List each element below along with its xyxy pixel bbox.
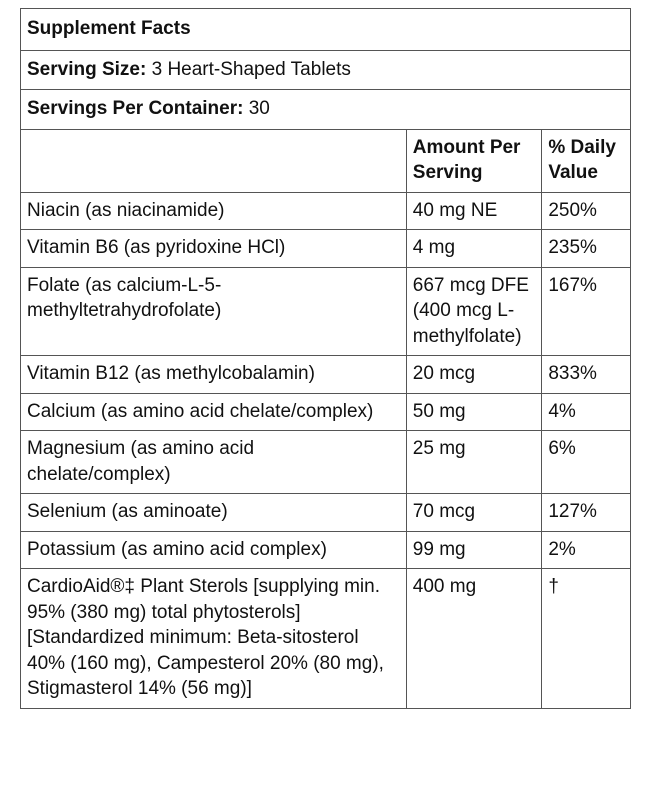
servings-per-container-row xyxy=(21,90,631,130)
table-row xyxy=(21,531,631,569)
table-row xyxy=(21,494,631,532)
nutrient-daily-value: 4% xyxy=(542,393,631,431)
nutrient-amount: 50 mg xyxy=(406,393,542,431)
table-row xyxy=(21,356,631,394)
nutrient-daily-value: † xyxy=(542,569,631,709)
nutrient-daily-value: 250% xyxy=(542,192,631,230)
table-row xyxy=(21,267,631,356)
nutrient-amount: 70 mcg xyxy=(406,494,542,532)
table-row xyxy=(21,393,631,431)
nutrient-amount: 20 mcg xyxy=(406,356,542,394)
nutrient-daily-value: 833% xyxy=(542,356,631,394)
nutrient-daily-value: 2% xyxy=(542,531,631,569)
serving-size-row xyxy=(21,50,631,90)
nutrient-name: Magnesium (as amino acid chelate/complex) xyxy=(21,431,407,494)
nutrient-amount: 99 mg xyxy=(406,531,542,569)
nutrient-amount: 400 mg xyxy=(406,569,542,709)
table-row xyxy=(21,569,631,709)
nutrient-name: CardioAid®‡ Plant Sterols [supplying min. 95% (380 mg) total phytosterols] [Standardized minimum: Beta-sitosterol 40% (160 mg), Campesterol 20% (80 mg), Stigmasterol 14% (56 mg)] xyxy=(21,569,407,709)
serving-size xyxy=(21,50,631,90)
nutrient-amount: 25 mg xyxy=(406,431,542,494)
table-row xyxy=(21,192,631,230)
nutrient-amount: 4 mg xyxy=(406,230,542,268)
nutrient-name: Vitamin B6 (as pyridoxine HCl) xyxy=(21,230,407,268)
nutrient-amount: 40 mg NE xyxy=(406,192,542,230)
nutrient-name: Folate (as calcium-L-5-methyltetrahydrofolate) xyxy=(21,267,407,356)
nutrient-name: Selenium (as aminoate) xyxy=(21,494,407,532)
nutrient-name: Vitamin B12 (as methylcobalamin) xyxy=(21,356,407,394)
supplement-facts-table xyxy=(20,8,631,709)
nutrient-daily-value: 167% xyxy=(542,267,631,356)
servings-per-container-label: Servings Per Container: xyxy=(27,98,244,119)
nutrient-daily-value: 235% xyxy=(542,230,631,268)
nutrient-daily-value: 6% xyxy=(542,431,631,494)
facts-title: Supplement Facts xyxy=(21,9,631,51)
nutrient-amount: 667 mcg DFE (400 mcg L-methylfolate) xyxy=(406,267,542,356)
nutrient-name: Niacin (as niacinamide) xyxy=(21,192,407,230)
header-row xyxy=(21,129,631,192)
servings-per-container xyxy=(21,90,631,130)
nutrient-daily-value: 127% xyxy=(542,494,631,532)
serving-size-label: Serving Size: xyxy=(27,58,147,80)
table-row xyxy=(21,230,631,268)
header-daily-value: % Daily Value xyxy=(542,129,631,192)
nutrient-name: Potassium (as amino acid complex) xyxy=(21,531,407,569)
title-row xyxy=(21,9,631,51)
nutrient-name: Calcium (as amino acid chelate/complex) xyxy=(21,393,407,431)
table-row xyxy=(21,431,631,494)
facts-body xyxy=(21,9,631,709)
servings-per-container-value: 30 xyxy=(243,98,270,119)
header-nutrient xyxy=(21,129,407,192)
serving-size-value: 3 Heart-Shaped Tablets xyxy=(146,58,351,80)
header-amount: Amount Per Serving xyxy=(406,129,542,192)
